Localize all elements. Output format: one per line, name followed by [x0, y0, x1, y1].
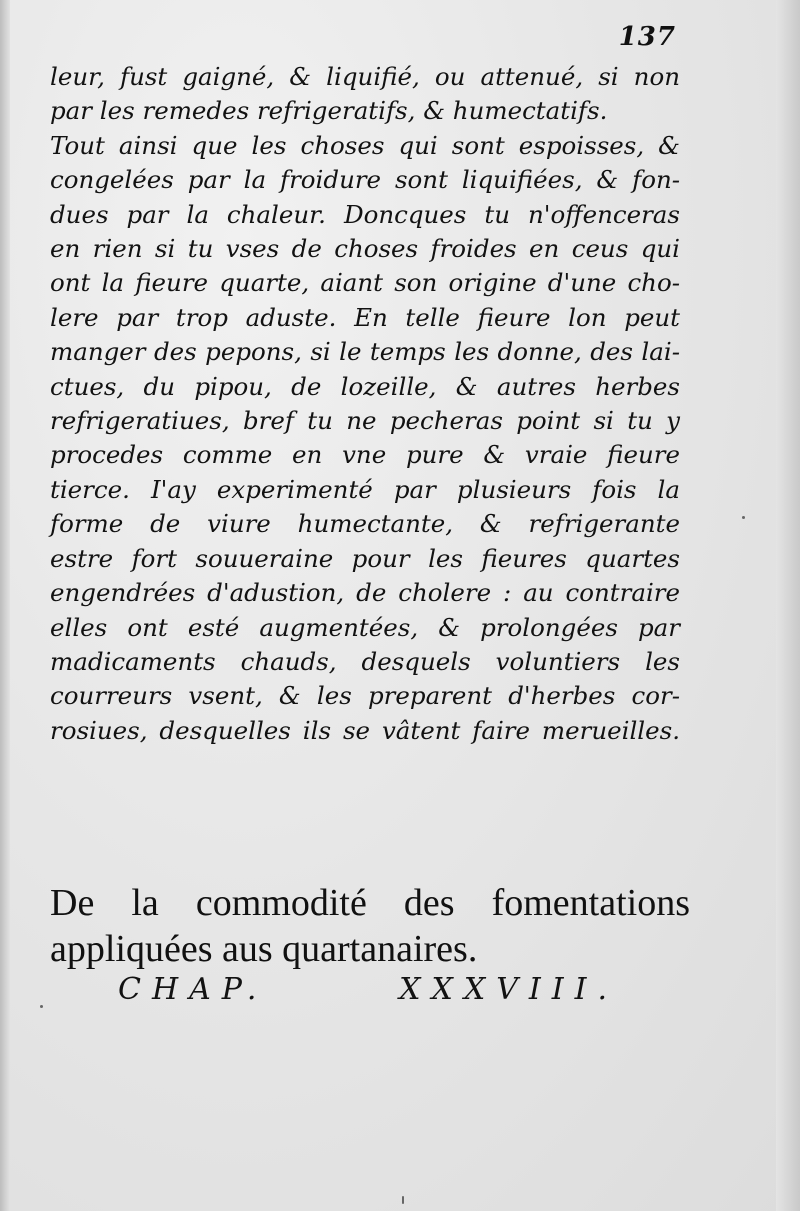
text-line: ctues, du pipou, de lozeille, & autres herbes — [50, 371, 680, 401]
chapter-heading — [50, 880, 690, 972]
page-number: 137 — [618, 22, 676, 52]
text-line: estre fort souueraine pour les fieures quartes — [50, 543, 680, 573]
paper-speck — [402, 1196, 404, 1204]
chapter-roman-numeral: XXXVIII. — [399, 972, 618, 1007]
chapter-label: CHAP. — [118, 972, 268, 1007]
page-edge-right — [776, 0, 800, 1211]
text-line: rosiues, desquelles ils se vâtent faire merueilles. — [50, 715, 680, 745]
chapter-number — [118, 972, 618, 1007]
page-edge-left — [0, 0, 10, 1211]
text-line: refrigeratiues, bref tu ne pecheras point si tu y — [50, 406, 680, 436]
text-line: par les remedes refrigeratifs, & humectatifs. — [50, 96, 608, 126]
body-text — [50, 60, 680, 748]
text-line: dues par la chaleur. Doncques tu n'offenceras — [50, 199, 680, 229]
text-line: ont la fieure quarte, aiant son origine d'une cho- — [50, 268, 680, 298]
text-line: Tout ainsi que les choses qui sont espoisses, & — [50, 130, 680, 160]
paper-speck — [40, 1005, 43, 1008]
text-line: en rien si tu vses de choses froides en ceus qui — [50, 234, 680, 264]
text-line: forme de viure humectante, & refrigerante — [50, 509, 680, 539]
text-line: manger des pepons, si le temps les donne, des lai- — [50, 337, 680, 367]
text-line: congelées par la froidure sont liquifiées, & fon- — [50, 165, 680, 195]
text-line: courreurs vsent, & les preparent d'herbes cor- — [50, 681, 680, 711]
text-line: lere par trop aduste. En telle fieure lon peut — [50, 302, 680, 332]
chapter-heading-line-2: appliquées aus quartanaires. — [50, 928, 478, 970]
paper-speck — [742, 516, 745, 519]
text-line: tierce. I'ay experimenté par plusieurs fois la — [50, 474, 680, 504]
text-line: madicaments chauds, desquels voluntiers les — [50, 646, 680, 676]
text-line: procedes comme en vne pure & vraie fieure — [50, 440, 680, 470]
text-line: elles ont esté augmentées, & prolongées par — [50, 612, 680, 642]
text-line: leur, fust gaigné, & liquifié, ou attenué, si non — [50, 62, 680, 91]
chapter-heading-line-1: De la commodité des fomentations — [50, 882, 690, 924]
text-line: engendrées d'adustion, de cholere : au contraire — [50, 578, 680, 608]
